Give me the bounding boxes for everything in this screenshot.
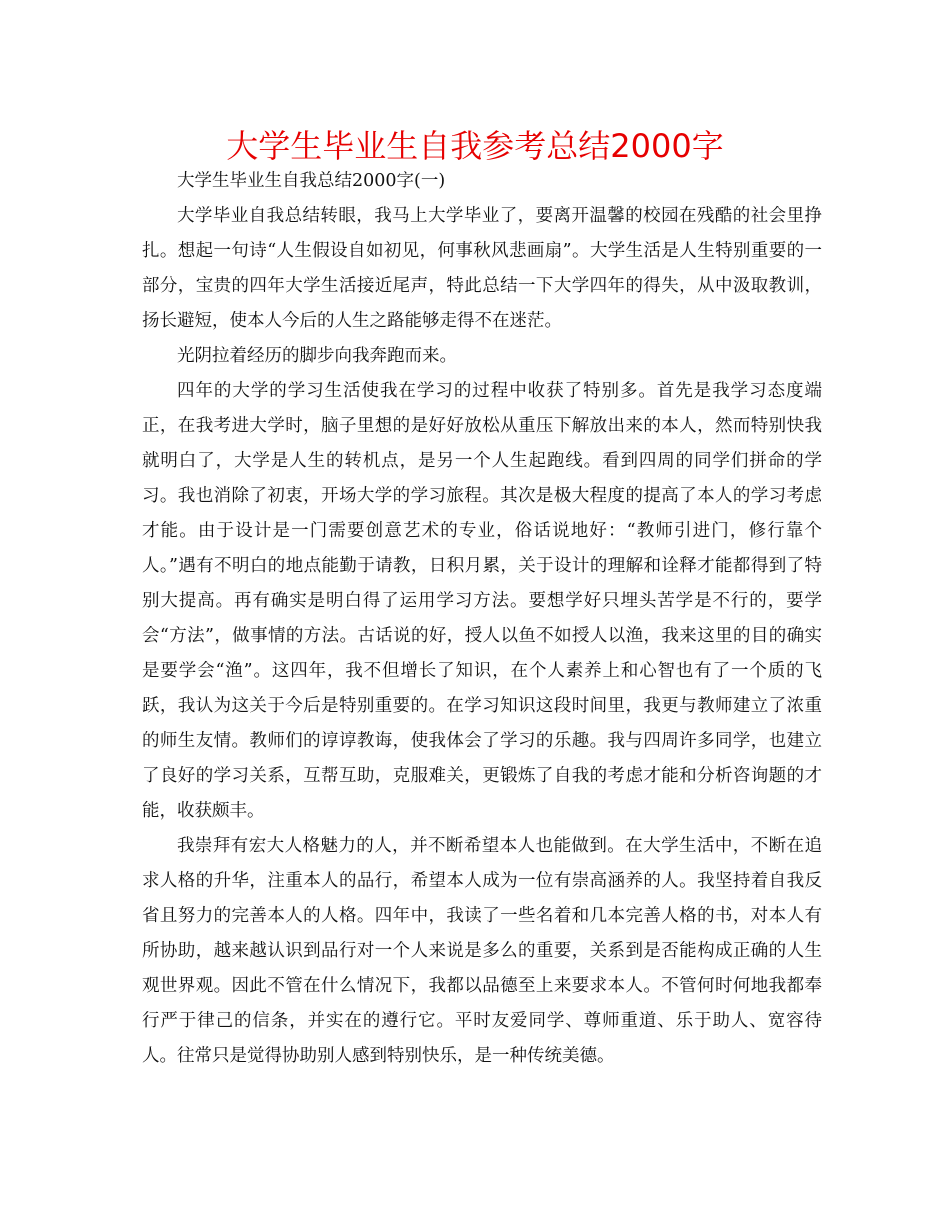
document-title: 大学生毕业生自我参考总结2000字	[226, 127, 724, 165]
paragraph: 大学毕业自我总结转眼，我马上大学毕业了，要离开温馨的校园在残酷的社会里挣扎。想起一句诗“人生假设自如初见，何事秋风悲画扇”。大学生活是人生特别重要的一部分，宝贵的四年大学生活接近尾声，特此总结一下大学四年的得失，从中汲取教训，扬长避短，使本人今后的人生之路能够走得不在迷茫。	[142, 206, 822, 331]
paragraph: 光阴拉着经历的脚步向我奔跑而来。	[177, 346, 457, 366]
paragraph: 四年的大学的学习生活使我在学习的过程中收获了特别多。首先是我学习态度端正，在我考进大学时，脑子里想的是好好放松从重压下解放出来的本人，然而特别快我就明白了，大学是人生的转机点，是另一个人生起跑线。看到四周的同学们拼命的学习。我也消除了初衷，开场大学的学习旅程。其次是极大程度的提高了本人的学习考虑才能。由于设计是一门需要创意艺术的专业，俗话说地好：“教师引进门，修行靠个人。”遇有不明白的地点能勤于请教，日积月累，关于设计的理解和诠释才能都得到了特别大提高。再有确实是明白得了运用学习方法。要想学好只埋头苦学是不行的，要学会“方法”，做事情的方法。古话说的好，授人以鱼不如授人以渔，我来这里的目的确实是要学会“渔”。这四年，我不但增长了知识，在个人素养上和心智也有了一个质的飞跃，我认为这关于今后是特别重要的。在学习知识这段时间里，我更与教师建立了浓重的师生友情。教师们的谆谆教诲，使我体会了学习的乐趣。我与四周许多同学，也建立了良好的学习关系，互帮互助，克服难关，更锻炼了自我的考虑才能和分析咨询题的才能，收获颇丰。	[142, 381, 822, 821]
paragraph-subtitle: 大学生毕业生自我总结2000字(一)	[177, 171, 446, 191]
document-body	[142, 164, 822, 1074]
paragraph: 我崇拜有宏大人格魅力的人，并不断希望本人也能做到。在大学生活中，不断在追求人格的升华，注重本人的品行，希望本人成为一位有崇高涵养的人。我坚持着自我反省且努力的完善本人的人格。四年中，我读了一些名着和几本完善人格的书，对本人有所协助，越来越认识到品行对一个人来说是多么的重要，关系到是否能构成正确的人生观世界观。因此不管在什么情况下，我都以品德至上来要求本人。不管何时何地我都奉行严于律己的信条，并实在的遵行它。平时友爱同学、尊师重道、乐于助人、宽容待人。往常只是觉得协助别人感到特别快乐，是一种传统美德。	[142, 836, 822, 1066]
